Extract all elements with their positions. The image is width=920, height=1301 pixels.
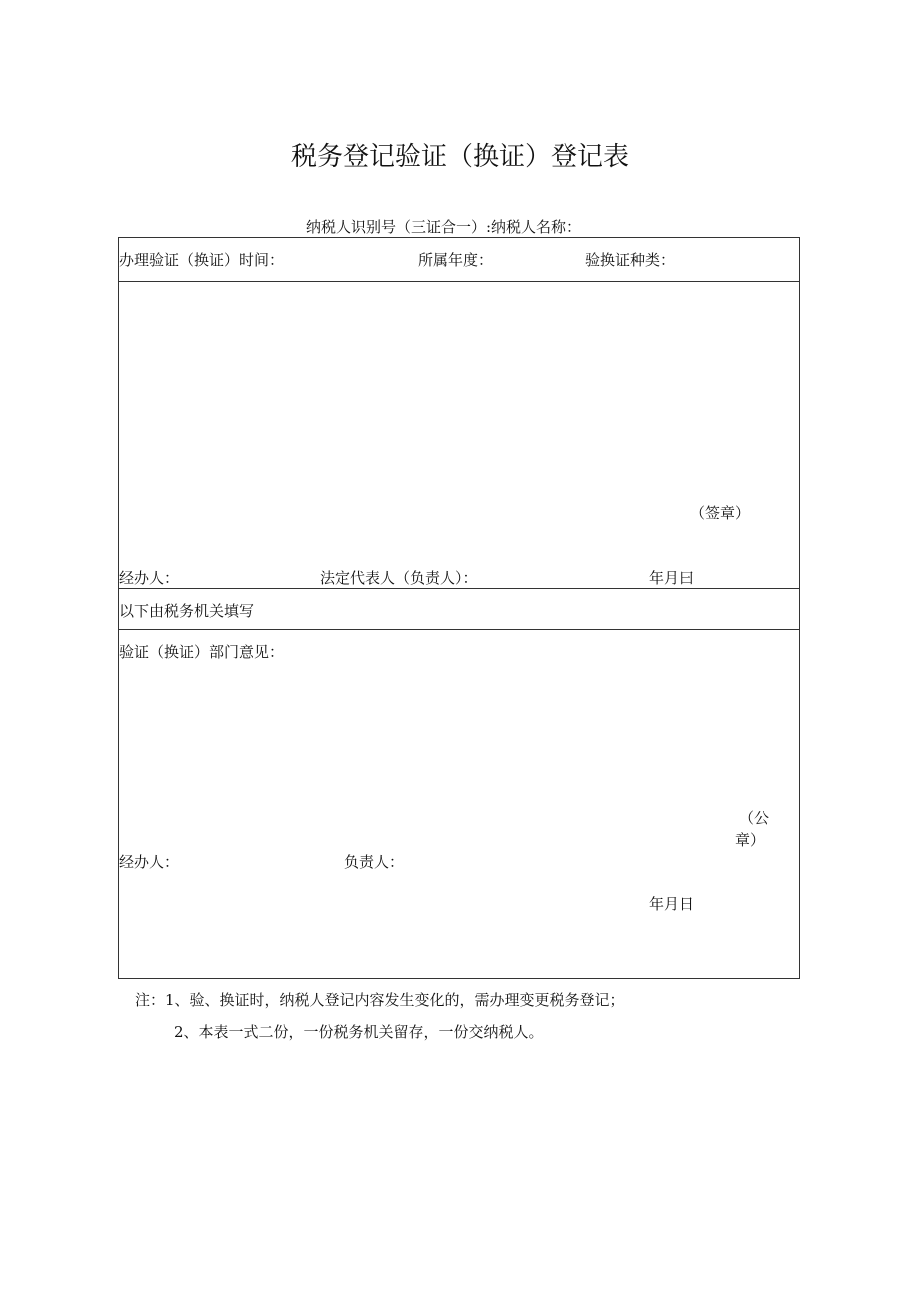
fiscal-year-label: 所属年度： xyxy=(418,251,494,269)
tax-office-section-header: 以下由税务机关填写 xyxy=(119,602,255,620)
taxpayer-date-label: 年月曰 xyxy=(649,569,695,587)
row-divider-1 xyxy=(118,281,800,282)
official-seal-label-line1: （公 xyxy=(739,809,770,827)
note-2: 2、本表一式二份，一份税务机关留存，一份交纳税人。 xyxy=(174,1023,544,1041)
verification-time-label: 办理验证（换证）时间： xyxy=(119,251,285,269)
tax-office-handler-label: 经办人： xyxy=(119,853,180,871)
certificate-type-label: 验换证种类： xyxy=(585,251,676,269)
official-seal-label-line2: 章） xyxy=(735,831,766,849)
row-divider-3 xyxy=(118,629,800,630)
page-title: 税务登记验证（换证）登记表 xyxy=(290,142,629,172)
taxpayer-id-name-line: 纳税人识别号（三证合一）:纳税人名称： xyxy=(306,218,582,236)
department-opinion-label: 验证（换证）部门意见： xyxy=(119,643,285,661)
note-1: 注：1、验、换证时，纳税人登记内容发生变化的，需办理变更税务登记； xyxy=(135,991,625,1009)
taxpayer-seal-label: （签章） xyxy=(690,504,751,522)
legal-representative-label: 法定代表人（负责人）： xyxy=(320,569,478,587)
taxpayer-handler-label: 经办人： xyxy=(119,569,180,587)
responsible-person-label: 负责人： xyxy=(344,853,405,871)
row-divider-2 xyxy=(118,588,800,589)
tax-office-date-label: 年月日 xyxy=(649,895,695,913)
